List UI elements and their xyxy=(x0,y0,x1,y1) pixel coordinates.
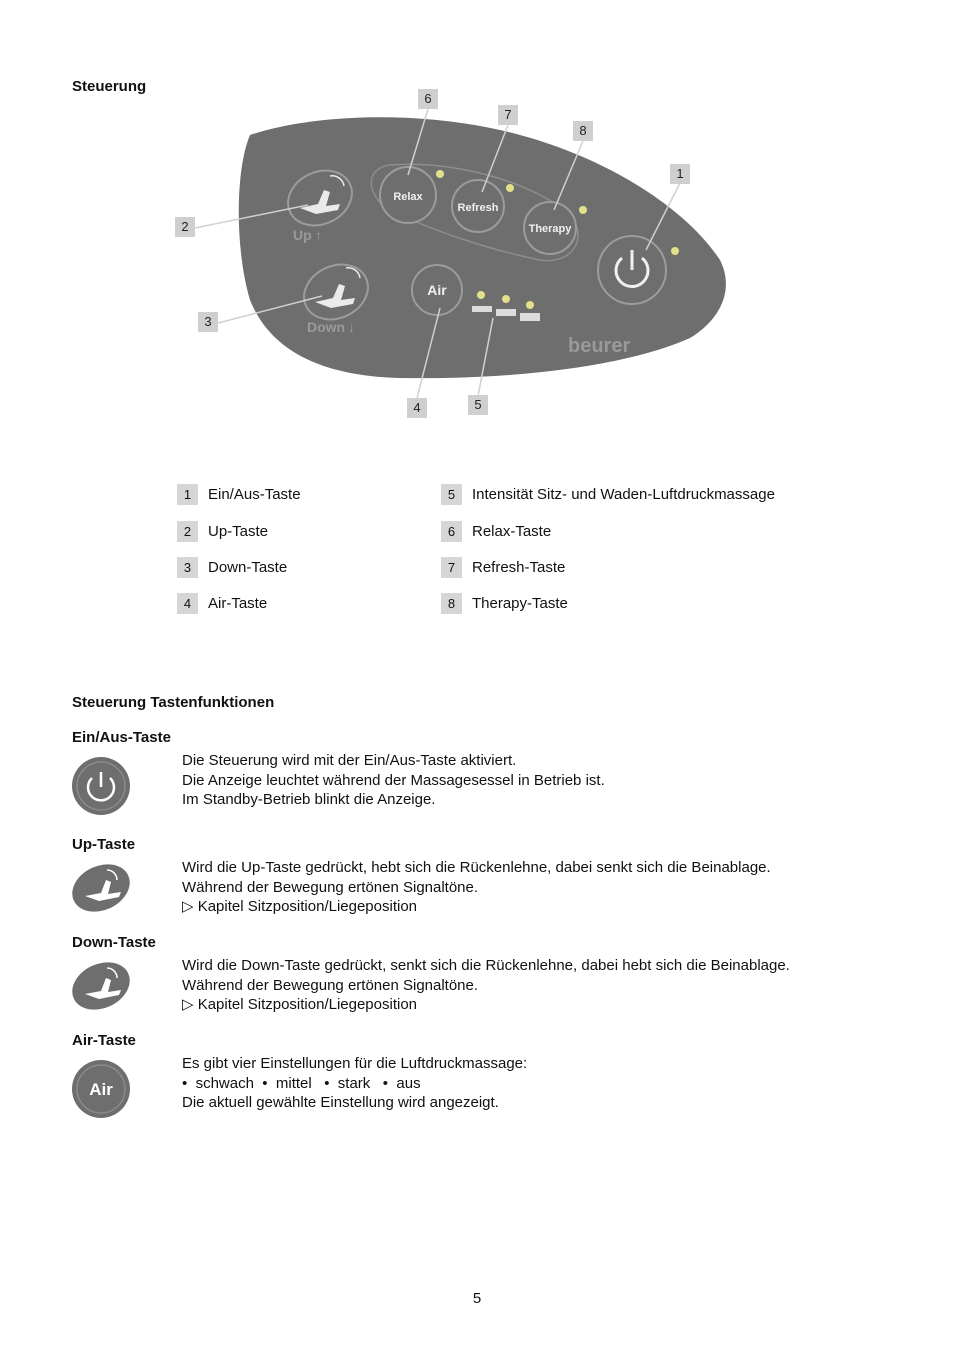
legend-number: 8 xyxy=(441,593,462,614)
page-title: Steuerung xyxy=(72,78,147,95)
section-text-air: Es gibt vier Einstellungen für die Luftdruckmassage: • schwach • mittel • stark • aus Die aktuell gewählte Einstellung wird angezeigt. xyxy=(182,1055,528,1111)
section-text-down: Wird die Down-Taste gedrückt, senkt sich die Rückenlehne, dabei hebt sich die Beinablage. Während der Bewegung ertönen Signaltöne. ▷ Kapitel Sitzposition/Liegeposition xyxy=(182,957,790,1013)
svg-text:Air: Air xyxy=(89,1080,113,1099)
section-title-air: Air-Taste xyxy=(72,1032,136,1049)
legend-number: 4 xyxy=(177,593,198,614)
section-title-up: Up-Taste xyxy=(72,836,136,853)
legend-text: Up-Taste xyxy=(208,523,269,540)
section-text-up: Wird die Up-Taste gedrückt, hebt sich die Rückenlehne, dabei senkt sich die Beinablage. Während der Bewegung ertönen Signaltöne. ▷ Kapitel Sitzposition/Liegeposition xyxy=(182,859,771,915)
legend-text: Refresh-Taste xyxy=(472,559,566,576)
svg-text:↑: ↑ xyxy=(315,227,322,243)
callout-5: 5 xyxy=(468,395,488,415)
callout-2: 2 xyxy=(175,217,195,237)
air-icon xyxy=(71,1059,131,1119)
callout-7: 7 xyxy=(498,105,518,125)
legend-number: 6 xyxy=(441,521,462,542)
callout-6: 6 xyxy=(418,89,438,109)
legend-number: 5 xyxy=(441,484,462,505)
section-title-down: Down-Taste xyxy=(72,934,156,951)
legend-text: Intensität Sitz- und Waden-Luftdruckmassage xyxy=(472,486,775,503)
legend-number: 3 xyxy=(177,557,198,578)
recline-up-icon xyxy=(71,858,131,918)
legend-number: 2 xyxy=(177,521,198,542)
section-title-power: Ein/Aus-Taste xyxy=(72,729,171,746)
legend-text: Down-Taste xyxy=(208,559,288,576)
legend-text: Ein/Aus-Taste xyxy=(208,486,301,503)
page-number: 5 xyxy=(472,1290,482,1307)
relax-label: Relax xyxy=(393,191,423,203)
callout-4: 4 xyxy=(407,398,427,418)
legend-number: 7 xyxy=(441,557,462,578)
callout-1: 1 xyxy=(670,164,690,184)
brand-logo: beurer xyxy=(568,335,631,357)
down-label: Down xyxy=(307,319,346,335)
section-text-power: Die Steuerung wird mit der Ein/Aus-Taste aktiviert. Die Anzeige leuchtet während der Massagesessel in Betrieb ist. Im Standby-Betrieb blinkt die Anzeige. xyxy=(182,752,605,808)
legend-text: Relax-Taste xyxy=(472,523,552,540)
legend-text: Air-Taste xyxy=(208,595,268,612)
remote-control-diagram xyxy=(160,80,760,440)
air-label: Air xyxy=(427,282,447,298)
callout-3: 3 xyxy=(198,312,218,332)
functions-title: Steuerung Tastenfunktionen xyxy=(72,694,275,711)
recline-down-icon xyxy=(71,956,131,1016)
therapy-label: Therapy xyxy=(528,223,572,235)
legend-number: 1 xyxy=(177,484,198,505)
refresh-label: Refresh xyxy=(457,202,499,214)
svg-text:↓: ↓ xyxy=(348,319,355,335)
up-label: Up xyxy=(293,227,312,243)
legend-text: Therapy-Taste xyxy=(472,595,568,612)
callout-8: 8 xyxy=(573,121,593,141)
power-icon xyxy=(71,756,131,816)
